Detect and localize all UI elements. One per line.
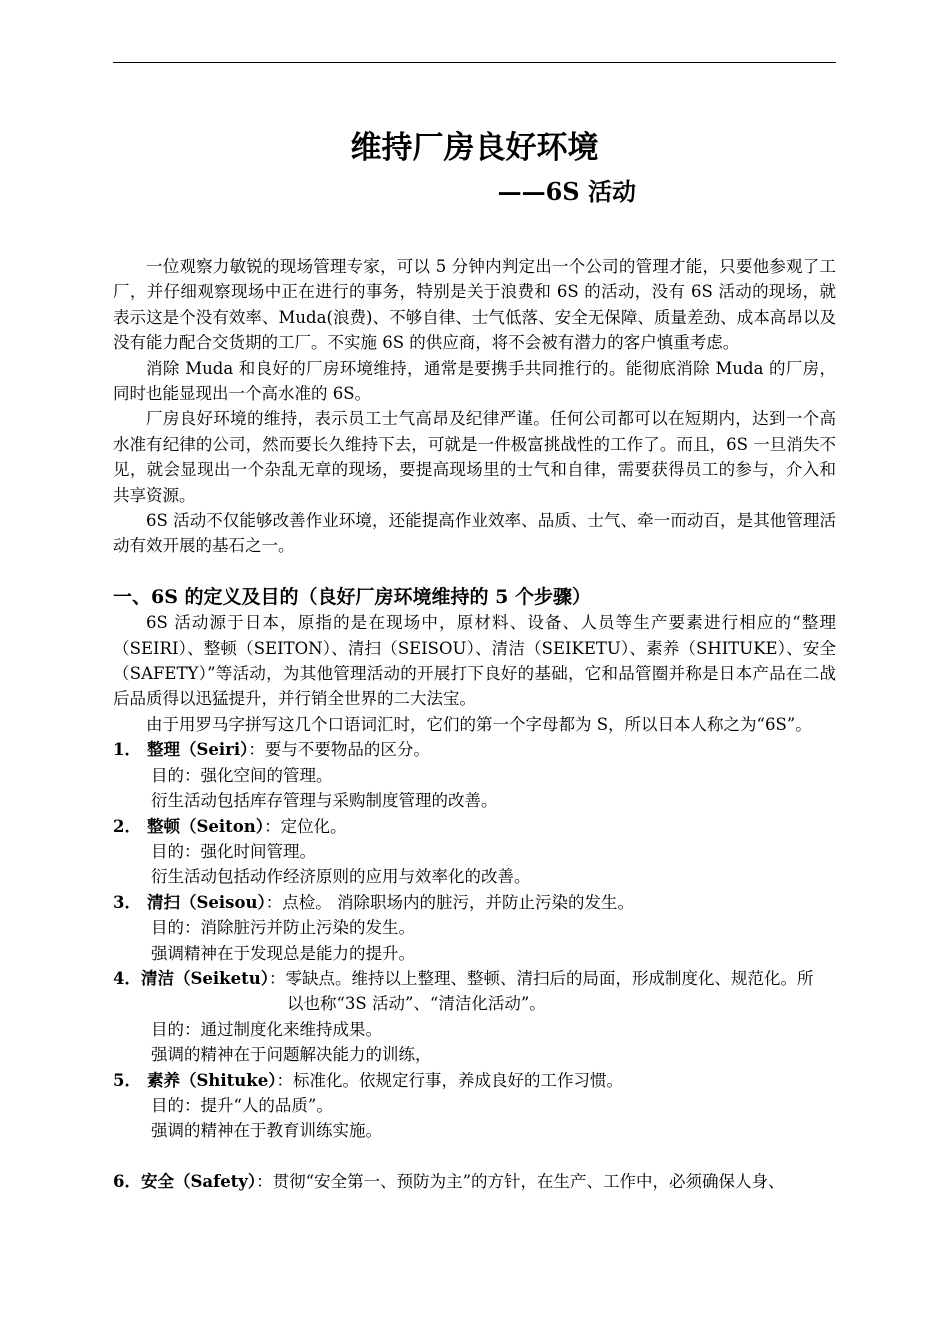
item-sub: 目的：强化空间的管理。 [151, 765, 333, 785]
item-sub: 强调精神在于发现总是能力的提升。 [151, 943, 415, 963]
item-name: 素养（Shituke） [147, 1070, 277, 1090]
section-paragraph: 6S 活动源于日本，原指的是在现场中，原材料、设备、人员等生产要素进行相应的“整理（SEIRI）、整顿（SEITON）、清扫（SEISOU）、清洁（SEIKETU）、素养（SHITUKE）、安全（SAFETY）”等活动，为其他管理活动的开展打下良好的基础，它和品管圈并称是日本产品在二战后品质得以迅猛提升，并行销全世界的二大法宝。 [113, 613, 836, 709]
item-name: 清洁（Seiketu） [140, 968, 269, 988]
item-sub: 目的：强化时间管理。 [151, 841, 316, 861]
item-name: 整顿（Seiton） [147, 816, 265, 836]
item-sub: 强调的精神在于问题解决能力的训练， [151, 1045, 432, 1065]
item-sub: 强调的精神在于教育训练实施。 [151, 1121, 382, 1141]
list-item-seisou [113, 890, 836, 915]
item-sub: 目的：消除脏污并防止污染的发生。 [151, 918, 415, 938]
document-body [113, 124, 836, 1195]
intro-paragraph: 6S 活动不仅能够改善作业环境，还能提高作业效率、品质、士气、牵一而动百，是其他管理活动有效开展的基石之一。 [113, 511, 836, 556]
header-rule [113, 62, 836, 63]
item-sub: 目的：提升“人的品质”。 [151, 1095, 333, 1115]
item-number: 3． [113, 892, 141, 912]
list-item-safety [113, 1169, 836, 1194]
item-name: 清扫（Seisou） [147, 892, 266, 912]
list-item-seiri [113, 737, 836, 762]
list-item-shituke [113, 1068, 836, 1093]
list-item-seiketu [113, 966, 836, 991]
item-desc: ：标准化。依规定行事，养成良好的工作习惯。 [276, 1070, 623, 1090]
item-number: 2． [113, 816, 141, 836]
item-desc: ：要与不要物品的区分。 [248, 740, 430, 760]
item-name: 整理（Seiri） [147, 740, 249, 760]
item-desc: ：零缺点。维持以上整理、整顿、清扫后的局面，形成制度化、规范化。所 [268, 968, 814, 988]
item-desc: ：点检。 消除职场内的脏污，并防止污染的发生。 [265, 892, 634, 912]
section-heading: 一、6S 的定义及目的（良好厂房环境维持的 5 个步骤） [113, 586, 592, 609]
list-item-seiton [113, 814, 836, 839]
item-number: 4． [113, 968, 141, 988]
item-continuation: 以也称“3S 活动”、“清洁化活动”。 [287, 994, 546, 1014]
intro-paragraph: 消除 Muda 和良好的厂房环境维持，通常是要携手共同推行的。能彻底消除 Muda 的厂房，同时也能显现出一个高水准的 6S。 [113, 358, 836, 404]
item-name: 安全（Safety） [140, 1172, 257, 1192]
section-paragraph: 由于用罗马字拼写这几个口语词汇时，它们的第一个字母都为 S，所以日本人称之为“6S”。 [146, 714, 812, 734]
document-subtitle: ——6S 活动 [497, 177, 636, 206]
item-desc: ：定位化。 [264, 816, 347, 836]
item-number: 5． [113, 1070, 141, 1090]
item-sub: 目的：通过制度化来维持成果。 [151, 1019, 382, 1039]
document-title: 维持厂房良好环境 [350, 130, 599, 166]
item-number: 1． [113, 740, 141, 760]
item-desc: ：贯彻“安全第一、预防为主”的方针，在生产、工作中，必须确保人身、 [256, 1172, 785, 1192]
intro-paragraph: 厂房良好环境的维持，表示员工士气高昂及纪律严谨。任何公司都可以在短期内，达到一个高水准有纪律的公司，然而要长久维持下去，可就是一件极富挑战性的工作了。而且，6S 一旦消失不见，就会显现出一个杂乱无章的现场，要提高现场里的士气和自律，需要获得员工的参与，介入和共享资源。 [113, 409, 836, 505]
intro-paragraph: 一位观察力敏锐的现场管理专家，可以 5 分钟内判定出一个公司的管理才能，只要他参观了工厂，并仔细观察现场中正在进行的事务，特别是关于浪费和 6S 的活动，没有 6S 活动的现场，就表示这是个没有效率、Muda(浪费)、不够自律、士气低落、安全无保障、质量差劲、成本高昂以及没有能力配合交货期的工厂。不实施 6S 的供应商，将不会被有潜力的客户慎重考虑。 [113, 257, 836, 353]
item-sub: 衍生活动包括库存管理与采购制度管理的改善。 [151, 791, 498, 811]
item-sub: 衍生活动包括动作经济原则的应用与效率化的改善。 [151, 867, 531, 887]
item-number: 6． [113, 1172, 141, 1192]
